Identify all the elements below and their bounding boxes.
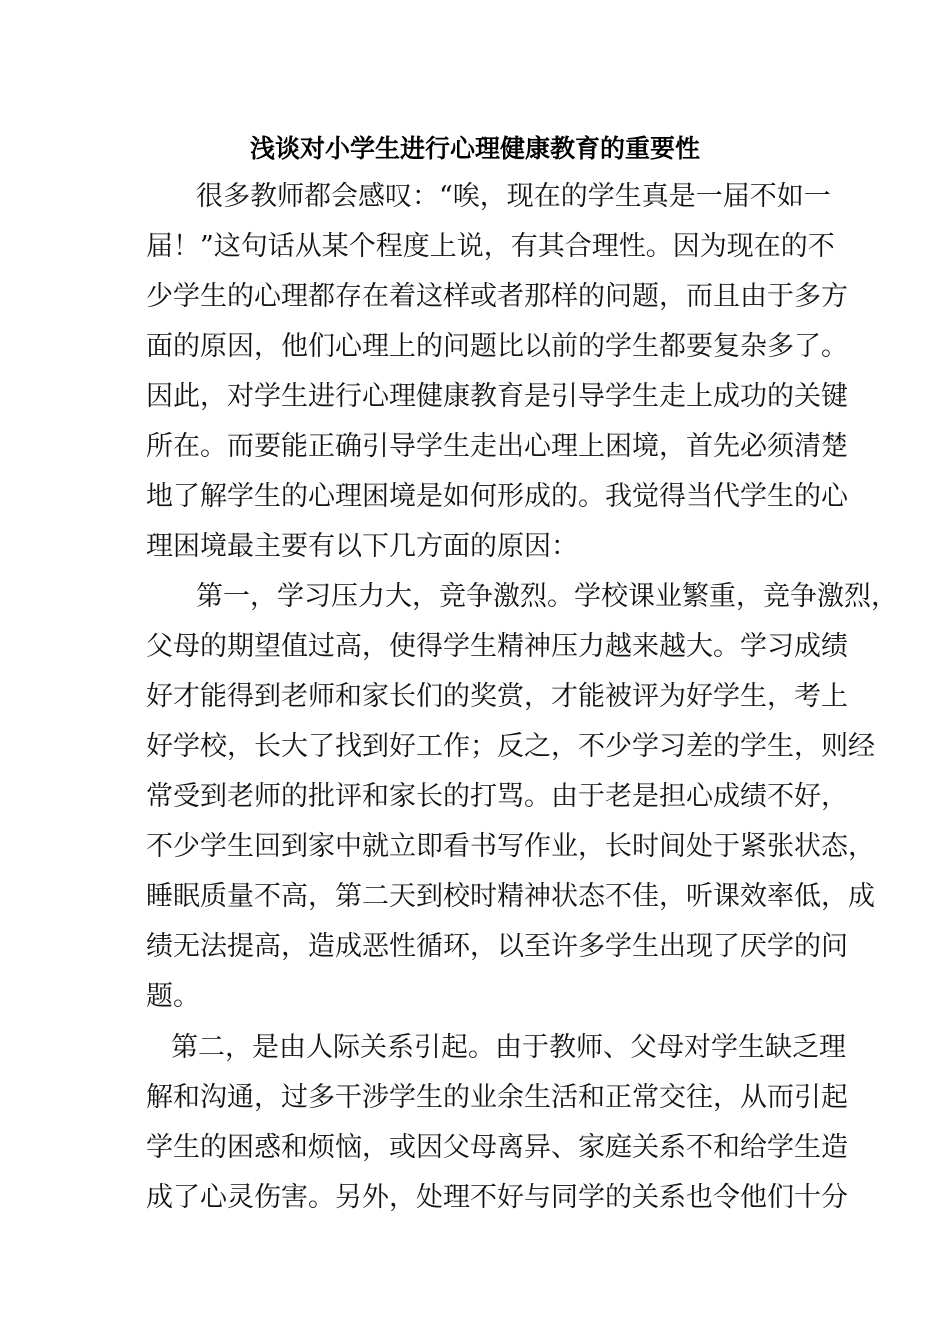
paragraph-line: 睡眠质量不高，第二天到校时精神状态不佳，听课效率低，成 <box>146 881 875 912</box>
paragraph-line: 很多教师都会感叹：“唉，现在的学生真是一届不如一 <box>196 181 831 212</box>
paragraph-line: 好才能得到老师和家长们的奖赏，才能被评为好学生，考上 <box>146 681 848 712</box>
paragraph-line: 成了心灵伤害。另外，处理不好与同学的关系也令他们十分 <box>146 1182 848 1213</box>
paragraph-line: 学生的困惑和烦恼，或因父母离异、家庭关系不和给学生造 <box>146 1132 848 1163</box>
paragraph-line: 不少学生回到家中就立即看书写作业，长时间处于紧张状态， <box>146 831 875 862</box>
paragraph-line: 因此，对学生进行心理健康教育是引导学生走上成功的关键 <box>146 381 848 412</box>
paragraph-line: 父母的期望值过高，使得学生精神压力越来越大。学习成绩 <box>146 631 848 662</box>
document-title: 浅谈对小学生进行心理健康教育的重要性 <box>249 134 700 163</box>
paragraph-line: 第一，学习压力大，竞争激烈。学校课业繁重，竞争激烈， <box>196 581 898 612</box>
paragraph-line: 届！”这句话从某个程度上说，有其合理性。因为现在的不 <box>146 231 835 262</box>
paragraph-line: 绩无法提高，造成恶性循环，以至许多学生出现了厌学的问 <box>146 931 848 962</box>
paragraph-line: 所在。而要能正确引导学生走出心理上困境，首先必须清楚 <box>146 431 848 462</box>
paragraph-line: 好学校，长大了找到好工作；反之，不少学习差的学生，则经 <box>146 731 875 762</box>
paragraph-line: 常受到老师的批评和家长的打骂。由于老是担心成绩不好， <box>146 781 848 812</box>
paragraph-line: 理困境最主要有以下几方面的原因： <box>146 531 578 562</box>
paragraph-line: 少学生的心理都存在着这样或者那样的问题，而且由于多方 <box>146 281 848 312</box>
paragraph-line: 第二，是由人际关系引起。由于教师、父母对学生缺乏理 <box>171 1032 846 1063</box>
paragraph-line: 地了解学生的心理困境是如何形成的。我觉得当代学生的心 <box>146 481 848 512</box>
paragraph-line: 面的原因，他们心理上的问题比以前的学生都要复杂多了。 <box>146 331 848 362</box>
paragraph-line: 题。 <box>146 981 200 1012</box>
paragraph-line: 解和沟通，过多干涉学生的业余生活和正常交往，从而引起 <box>146 1082 848 1113</box>
